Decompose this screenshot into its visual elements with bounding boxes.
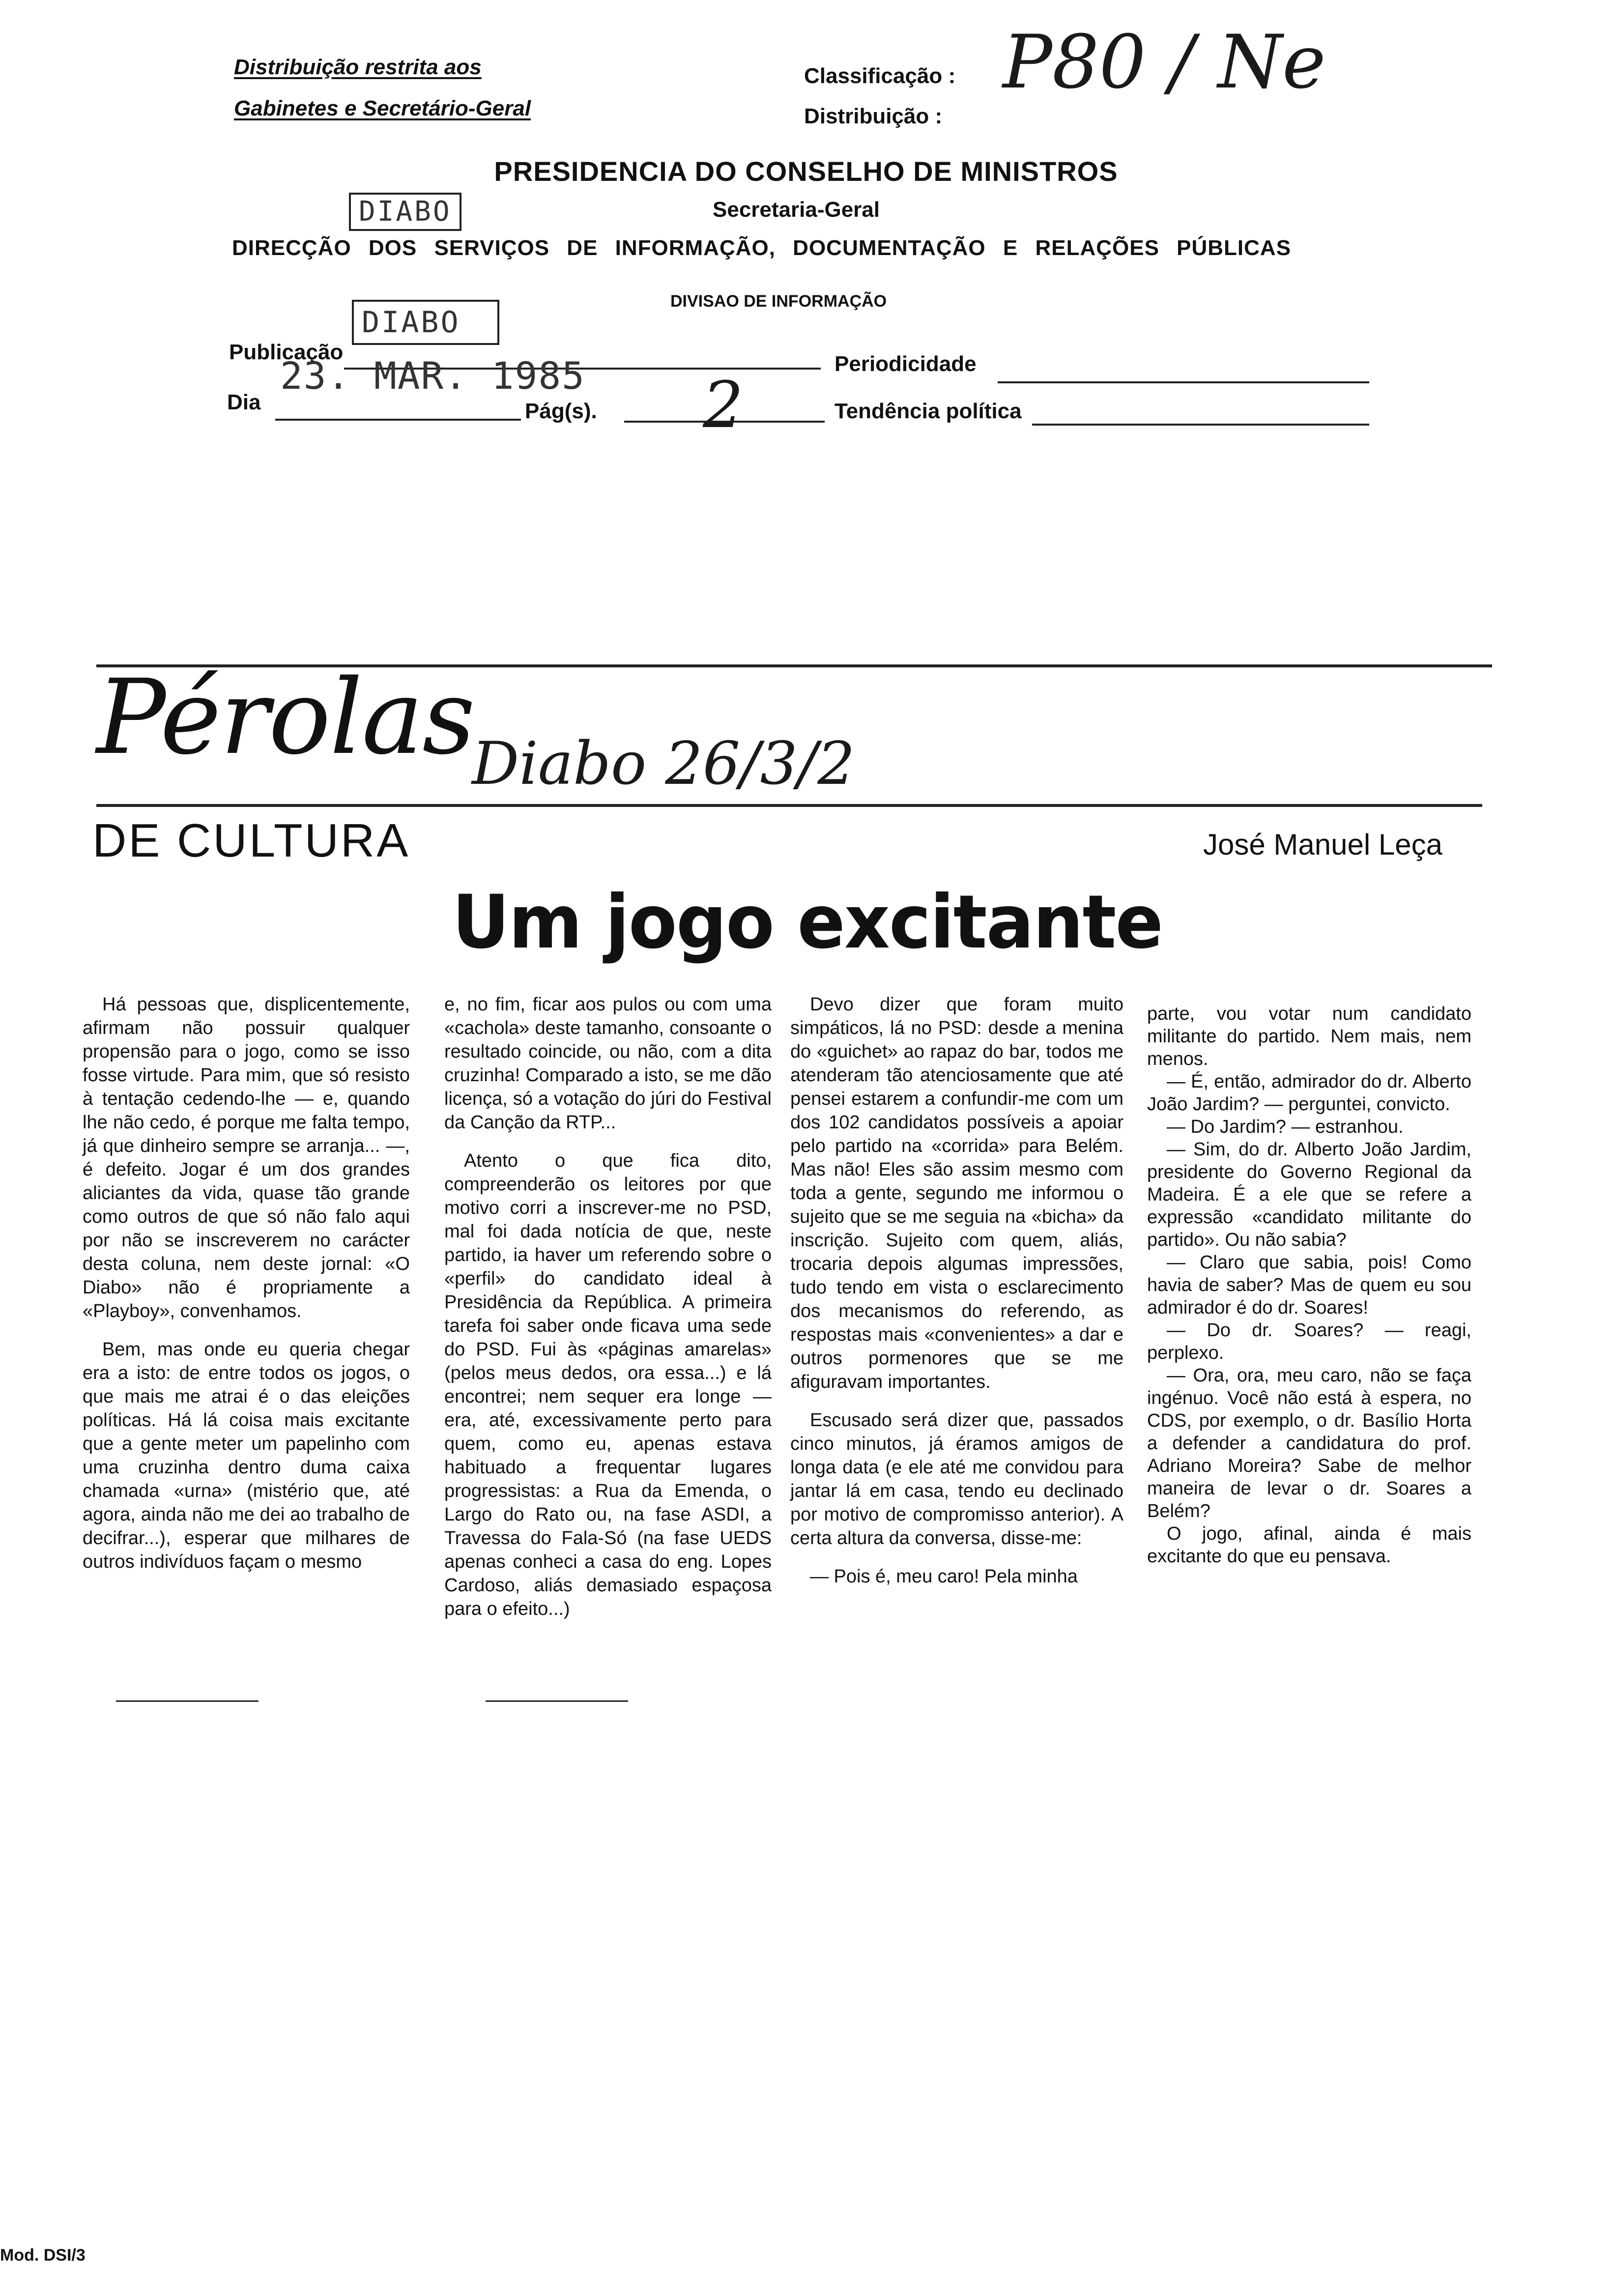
day-line: [275, 419, 521, 421]
restricted-distribution-line1: Distribuição restrita aos: [234, 55, 482, 79]
column-3: [790, 993, 1123, 1588]
pages-handwritten: 2: [703, 368, 744, 442]
classification-handwritten: P80 / Ne: [1003, 20, 1326, 105]
tendency-line: [1032, 424, 1369, 426]
paragraph: — Sim, do dr. Alberto João Jardim, presidente do Governo Regional da Madeira. É a ele que se refere a expressão «candidato militante do partido». Ou não sabia?: [1147, 1139, 1471, 1250]
restricted-distribution-line2: Gabinetes e Secretário-Geral: [234, 96, 531, 120]
paragraph: parte, vou votar num candidato militante do partido. Nem mais, nem menos.: [1147, 1004, 1471, 1069]
paragraph: — Do dr. Soares? — reagi, perplexo.: [1147, 1320, 1471, 1363]
publication-label: Publicação: [229, 340, 344, 364]
paragraph: Atento o que fica dito, compreenderão os leitores por que motivo corri a inscrever-me no PSD, mal foi dada notícia de que, neste partido, ia haver um referendo sobre o «perfil» do candidato ideal à Presidência da República. A primeira tarefa foi saber onde ficava uma sede do PSD. Fui às «páginas amarelas» (pelos meus dedos, ora essa...) e lá encontrei; nem sequer era longe — era, até, excessivamente perto para quem, como eu, apenas estava habituado a frequentar lugares progressistas: a Rua da Emenda, o Largo do Rato ou, na fase ASDI, a Travessa do Fala-Só (na fase UEDS apenas conheci a casa do eng. Lopes Cardoso, aliás demasiado espaçosa para o efeito...): [444, 1150, 772, 1619]
org-title: PRESIDENCIA DO CONSELHO DE MINISTROS: [494, 156, 1118, 187]
column-2: [444, 993, 772, 1636]
column-4: [1147, 1003, 1471, 1568]
paragraph: O jogo, afinal, ainda é mais excitante do que eu pensava.: [1147, 1523, 1471, 1567]
tendency-label: Tendência política: [835, 399, 1022, 423]
paragraph: — Do Jardim? — estranhou.: [1167, 1117, 1404, 1137]
periodicity-label: Periodicidade: [835, 352, 977, 376]
column-1: [83, 993, 410, 1588]
division-label: DIVISAO DE INFORMAÇÃO: [670, 292, 887, 311]
paragraph: e, no fim, ficar aos pulos ou com uma «cachola» deste tamanho, consoante o resultado coincide, ou não, com a dita cruzinha! Comparado a isto, se me dão licença, só a votação do júri do Festival da Canção da RTP...: [444, 994, 772, 1133]
paragraph: — É, então, admirador do dr. Alberto João Jardim? — perguntei, convicto.: [1147, 1071, 1471, 1115]
pages-label: Pág(s).: [525, 399, 597, 423]
publication-stamp: DIABO: [352, 300, 499, 345]
paragraph: Devo dizer que foram muito simpáticos, lá no PSD: desde a menina do «guichet» ao rapaz do bar, todos me atenderam tão atenciosamente que até pensei estarem a confundir-me com um dos 102 candidatos possíveis a apoiar pelo partido na «corrida» para Belém. Mas não! Eles são assim mesmo com toda a gente, segundo me informou o sujeito que se me seguia na «bicha» da inscrição. Sujeito com quem, aliás, trocaria depois algumas impressões, tudo tendo em vista o esclarecimento dos mecanismos do referendo, as respostas mais «convenientes» a dar e outros pormenores que se me afiguravam importantes.: [790, 994, 1123, 1392]
paragraph: — Pois é, meu caro! Pela minha: [810, 1566, 1078, 1587]
section-subtitle: DE CULTURA: [92, 814, 410, 867]
distribution-label: Distribuição :: [804, 104, 943, 128]
day-label: Dia: [227, 390, 261, 414]
secretariat: Secretaria-Geral: [713, 198, 880, 222]
periodicity-line: [998, 381, 1369, 383]
section-rule: [96, 804, 1482, 807]
form-code: Mod. DSI/3: [0, 2246, 86, 2265]
date-stamp: 23. MAR. 1985: [280, 354, 585, 398]
paragraph: — Ora, ora, meu caro, não se faça ingénuo. Você não está à espera, no CDS, por exemplo, o dr. Basílio Horta a defender a candidatura do prof. Adriano Moreira? Sabe de melhor maneira de levar o dr. Soares a Belém?: [1147, 1365, 1471, 1521]
paragraph: — Claro que sabia, pois! Como havia de saber? Mas de quem eu sou admirador é do dr. Soares!: [1147, 1252, 1471, 1318]
direction-line: DIRECÇÃO DOS SERVIÇOS DE INFORMAÇÃO, DOCUMENTAÇÃO E RELAÇÕES PÚBLICAS: [232, 236, 1292, 260]
classification-label: Classificação :: [804, 64, 956, 88]
article-title: Um jogo excitante: [452, 880, 1163, 965]
section-script-title: Pérolas: [96, 657, 475, 777]
paragraph: Há pessoas que, displicentemente, afirmam não possuir qualquer propensão para o jogo, como se isso fosse virtude. Para mim, que só resisto à tentação cedendo-lhe — e, quando lhe não cedo, é porque me falta tempo, já que dinheiro sempre se arranja... —, é defeito. Jogar é um dos grandes aliciantes da vida, quase tão grande como outros de que só não falo aqui por não se inscreverem no carácter desta coluna, nem deste jornal: «O Diabo» não é propriamente a «Playboy», convenhamos.: [83, 994, 410, 1321]
column-2-end-rule: [486, 1700, 628, 1702]
column-1-end-rule: [116, 1700, 259, 1702]
handwritten-source-note: Diabo 26/3/2: [472, 730, 855, 798]
paragraph: Escusado será dizer que, passados cinco minutos, já éramos amigos de longa data (e ele até me convidou para jantar lá em casa, tendo eu declinado por motivo de compromisso anterior). A certa altura da conversa, disse-me:: [790, 1410, 1123, 1549]
author: José Manuel Leça: [1203, 828, 1442, 861]
paragraph: Bem, mas onde eu queria chegar era a isto: de entre todos os jogos, o que mais me atrai é o das eleições políticas. Há lá coisa mais excitante que a gente meter um papelinho com uma cruzinha dentro duma caixa chamada «urna» (mistério que, até agora, ainda não me dei ao trabalho de decifrar...), esperar que milhares de outros indivíduos façam o mesmo: [83, 1339, 410, 1572]
publication-stamp-top: DIABO: [349, 193, 461, 231]
